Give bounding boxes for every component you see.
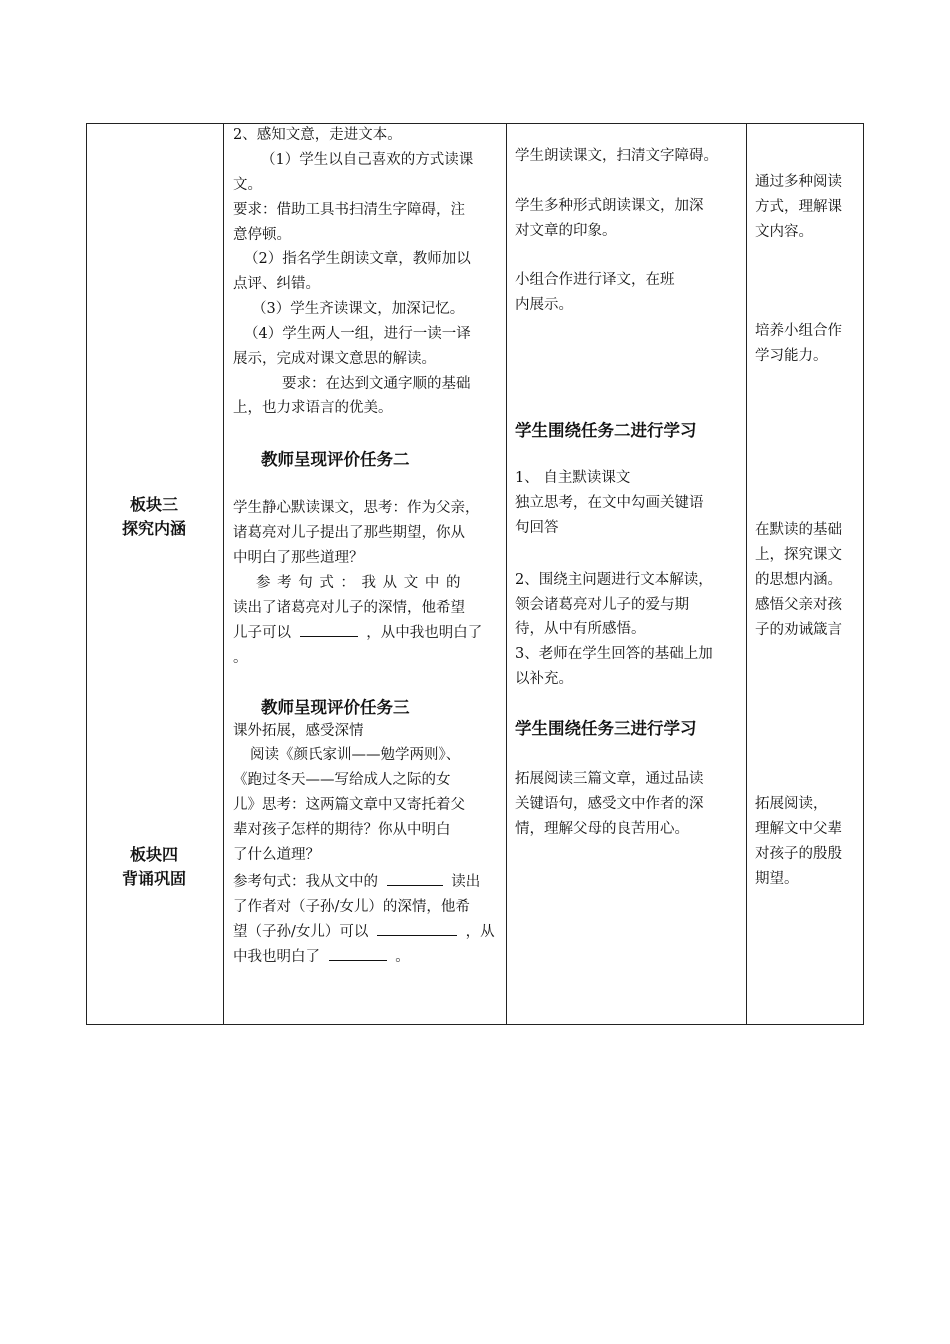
intent-text: 上，探究课文 [755,547,842,563]
teacher-text: 要求：在达到文通字顺的基础 [282,376,471,392]
teacher-text: 读出了诸葛亮对儿子的深情，他希望 [233,600,465,616]
block-three-title: 板块三 [129,495,178,514]
teacher-text [233,920,495,944]
teacher-text: （3）学生齐读课文，加深记忆。 [252,301,465,317]
teacher-text-part: ，从中我也明白了 [366,625,483,641]
student-text: 学生多种形式朗读课文，加深 [515,198,704,214]
block-four-title: 板块四 [129,845,178,864]
column-divider [506,124,507,1024]
column-divider [223,124,224,1024]
teacher-text: （4）学生两人一组，进行一读一译 [244,326,471,342]
student-task3-heading: 学生围绕任务三进行学习 [515,719,697,738]
teacher-text [233,870,480,894]
intent-text: 对孩子的殷殷 [755,846,842,862]
teacher-text-part: 儿子可以 [233,625,291,641]
teacher-text [233,945,410,969]
block-three-subtitle: 探究内涵 [121,519,186,538]
student-text: 领会诸葛亮对儿子的爱与期 [515,597,689,613]
student-text: 关键语句，感受文中作者的深 [515,796,704,812]
student-text: 学生朗读课文，扫清文字障碍。 [515,148,718,164]
intent-text: 通过多种阅读 [755,174,842,190]
fill-in-blank [329,946,387,961]
teacher-text: 辈对孩子怎样的期待？你从中明白 [233,822,451,838]
fill-in-blank [387,871,443,886]
intent-text: 在默读的基础 [755,522,842,538]
teacher-text-part: 读出 [451,874,481,890]
intent-text: 文内容。 [755,224,813,240]
teacher-text: 展示，完成对课文意思的解读。 [233,351,436,367]
teacher-text: 上，也力求语言的优美。 [233,400,393,416]
student-text: 待，从中有所感悟。 [515,621,646,637]
teacher-task2-heading: 教师呈现评价任务二 [261,450,410,469]
fill-in-blank [300,622,358,637]
intent-text: 培养小组合作 [755,323,842,339]
teacher-text: 2、感知文意，走进文本。 [233,127,402,143]
teacher-text: 《跑过冬天——写给成人之际的女 [233,772,451,788]
teacher-text: 了作者对（子孙/女儿）的深情，他希 [233,899,470,915]
teacher-text: 诸葛亮对儿子提出了那些期望，你从 [233,525,465,541]
teacher-text-part: 望（子孙/女儿）可以 [233,924,369,940]
teacher-text: 参 考 句 式 ： 我 从 文 中 的 [256,575,461,591]
student-text: 3、老师在学生回答的基础上加 [515,646,713,662]
student-text: 内展示。 [515,297,573,313]
intent-text: 方式，理解课 [755,199,842,215]
teacher-text: 点评、纠错。 [233,276,320,292]
teacher-text: 文。 [233,177,262,193]
block-four-label [87,843,221,891]
teacher-text-part: 。 [395,949,410,965]
intent-text: 理解文中父辈 [755,821,842,837]
teacher-text: 意停顿。 [233,227,291,243]
intent-text: 期望。 [755,871,799,887]
intent-text: 的思想内涵。 [755,572,842,588]
teacher-text: 儿》思考：这两篇文章中又寄托着父 [233,797,465,813]
student-text: 1、 自主默读课文 [515,470,631,486]
column-divider [746,124,747,1024]
teacher-text: （1）学生以自己喜欢的方式读课 [261,152,474,168]
teacher-text: 。 [233,650,248,666]
student-text: 拓展阅读三篇文章，通过品读 [515,771,704,787]
student-text: 句回答 [515,520,559,536]
student-text: 情，理解父母的良苦用心。 [515,821,689,837]
teacher-text-part: 中我也明白了 [233,949,320,965]
intent-text: 拓展阅读， [755,796,828,812]
intent-text: 感悟父亲对孩 [755,597,842,613]
teacher-text: 学生静心默读课文，思考：作为父亲， [233,500,480,516]
student-text: 2、围绕主问题进行文本解读， [515,572,713,588]
intent-text: 子的劝诫箴言 [755,622,842,638]
student-text: 以补充。 [515,671,573,687]
student-text: 独立思考，在文中勾画关键语 [515,495,704,511]
student-task2-heading: 学生围绕任务二进行学习 [515,421,697,440]
student-text: 对文章的印象。 [515,223,617,239]
teacher-task3-heading: 教师呈现评价任务三 [261,698,410,717]
teacher-text-part: 参考句式：我从文中的 [233,874,378,890]
teacher-text: 中明白了那些道理？ [233,550,364,566]
teacher-text [233,621,482,645]
teacher-text-part: ，从 [465,924,495,940]
intent-text: 学习能力。 [755,348,828,364]
teacher-text: 了什么道理？ [233,847,320,863]
teacher-text: 阅读《颜氏家训——勉学两则》、 [250,747,461,763]
fill-in-blank [377,921,457,936]
block-three-label [87,493,221,541]
teacher-text: （2）指名学生朗读文章，教师加以 [244,251,471,267]
teacher-text: 要求：借助工具书扫清生字障碍，注 [233,202,465,218]
student-text: 小组合作进行译文，在班 [515,272,675,288]
teacher-text: 课外拓展，感受深情 [233,723,364,739]
block-four-subtitle: 背诵巩固 [121,869,186,888]
